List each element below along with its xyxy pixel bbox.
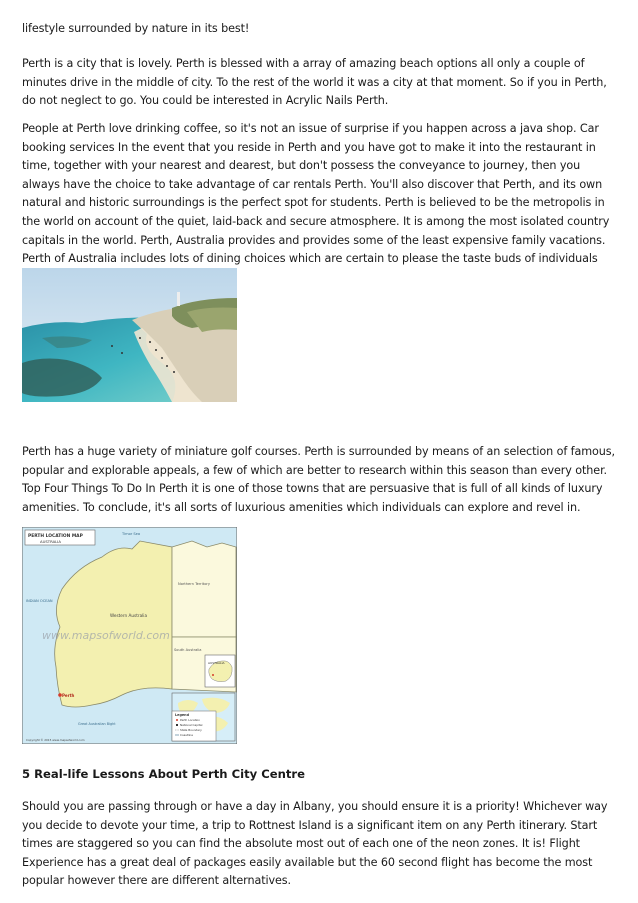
paragraph-perth-lovely: Perth is a city that is lovely. Perth is blessed with a array of amazing beach options all only a couple of minutes drive in the middle of city. To the rest of the world it was a city at that moment. So if you in Perth, do not neglect to go. You could be interested in Acrylic Nails Perth. (22, 57, 607, 108)
northern-territory-label: Northern Territory (178, 582, 210, 586)
map-watermark: www.mapsofworld.com (42, 629, 170, 642)
northern-territory-shape (172, 541, 236, 637)
perth-location-map (22, 527, 237, 744)
perth-label: Perth (62, 693, 75, 698)
map-subtitle: AUSTRALIA (40, 539, 62, 544)
south-australia-label: South Australia (174, 648, 202, 652)
legend-item: National Capital (180, 723, 203, 727)
inset-label: AUSTRALIA (208, 661, 225, 665)
legend-item: Perth Location (180, 718, 201, 722)
paragraph-golf: Perth has a huge variety of miniature golf courses. Perth is surrounded by means of an selection of famous, popular and explorable appeals, a few of which are better to research within this season than every other. Top Four Things To Do In Perth it is one of those towns that are persuasive that is full of all kinds of luxury amenities. To conclude, it's all sorts of luxurious amenities which individuals can explore and revel in. (22, 445, 615, 514)
beach-photo-illustration (22, 268, 237, 402)
paragraph-intro-tail: lifestyle surrounded by nature in its best! (22, 22, 250, 35)
paragraph-albany: Should you are passing through or have a day in Albany, you should ensure it is a priority! Whichever way you decide to devote your time, a trip to Rottnest Island is a significant item on any Perth itinerary. Start times are staggered so you can find the absolute most out of each one of the neon zones. It is! Flight Experience has a great deal of packages easily available but the 60 second flight has become the most popular however there are different alternatives. (22, 800, 608, 888)
bight-label: Great Australian Bight (78, 722, 116, 726)
section-heading: 5 Real-life Lessons About Perth City Centre (22, 767, 305, 781)
map-copyright: Copyright © 2015 www.mapsofworld.com (26, 738, 85, 742)
map-title: PERTH LOCATION MAP (28, 534, 83, 539)
legend-title: Legend (175, 713, 190, 717)
sea-timor-label: Timor Sea (122, 532, 141, 536)
indian-ocean-label: INDIAN OCEAN (26, 599, 53, 603)
legend-item: Coastline (180, 733, 193, 737)
map-illustration (22, 527, 237, 744)
western-australia-label: Western Australia (110, 613, 148, 618)
paragraph-coffee: People at Perth love drinking coffee, so it's not an issue of surprise if you happen across a java shop. Car booking services In the event that you reside in Perth and you have got to make it into the restaurant in time, together with your nearest and dearest, but don't possess the conveyance to journey, then you always have the choice to take advantage of car rentals Perth. You'll also discover that Perth, and its own natural and historic surroundings is the perfect spot for students. Perth is believed to be the metropolis in the world on account of the quiet, laid-back and secure atmosphere. It is among the most isolated country capitals in the world. Perth, Australia provides and provides some of the least expensive family vacations. Perth of Australia includes lots of dining choices which are certain to please the taste buds of individuals (22, 122, 610, 266)
legend-item: State Boundary (180, 728, 202, 732)
beach-photo (22, 268, 237, 402)
